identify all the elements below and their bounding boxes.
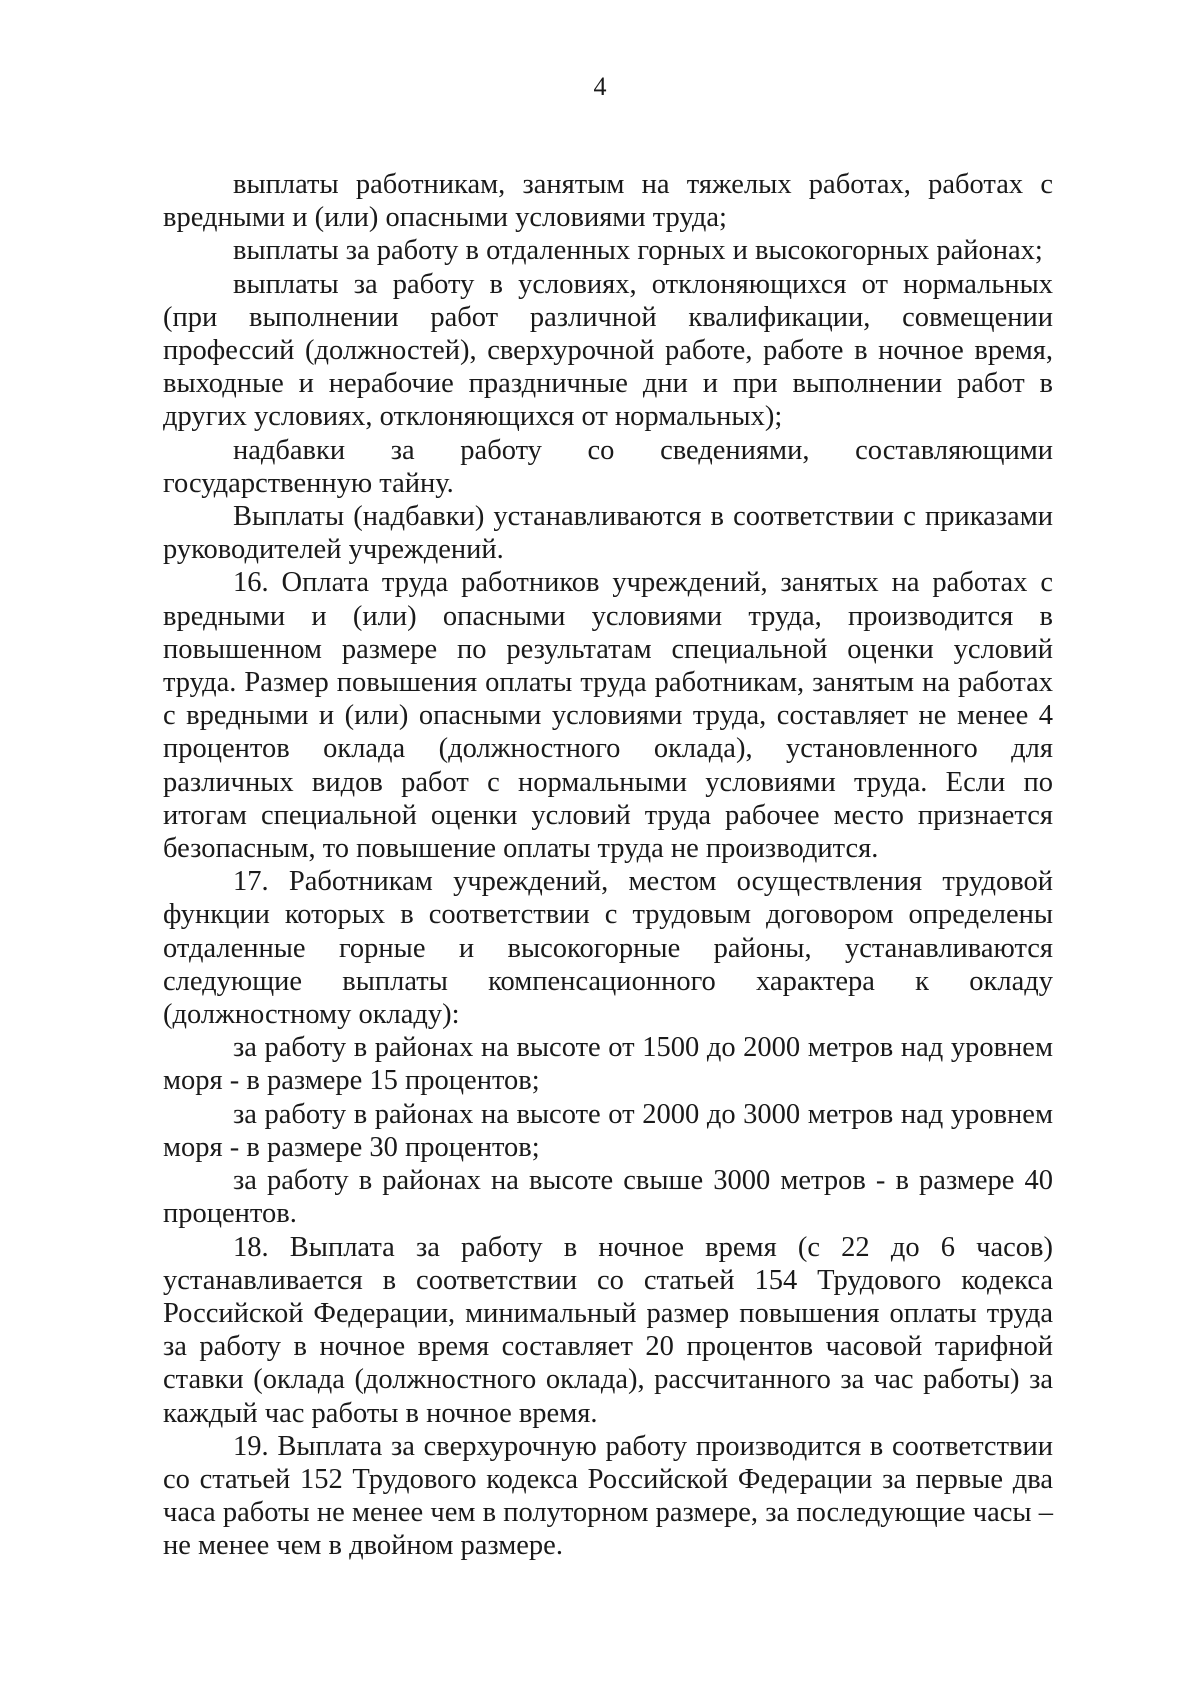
paragraph-item-19: 19. Выплата за сверхурочную работу производится в соответствии со статьей 152 Трудового кодекса Российской Федерации за первые два часа работы не менее чем в полуторном размере, за последующие часы – не менее чем в двойном размере. <box>163 1430 1053 1562</box>
paragraph-abnormal-conditions-payments: выплаты за работу в условиях, отклоняющихся от нормальных (при выполнении работ различной квалификации, совмещении профессий (должностей), сверхурочной работе, работе в ночное время, выходные и нерабочие праздничные дни и при выполнении работ в других условиях, отклоняющихся от нормальных); <box>163 268 1053 433</box>
document-body <box>163 168 1053 1563</box>
paragraph-item-16: 16. Оплата труда работников учреждений, занятых на работах с вредными и (или) опасными условиями труда, производится в повышенном размере по результатам специальной оценки условий труда. Размер повышения оплаты труда работникам, занятым на работах с вредными и (или) опасными условиями труда, составляет не менее 4 процентов оклада (должностного оклада), установленного для различных видов работ с нормальными условиями труда. Если по итогам специальной оценки условий труда рабочее место признается безопасным, то повышение оплаты труда не производится. <box>163 567 1053 865</box>
paragraph-state-secret-allowance: надбавки за работу со сведениями, составляющими государственную тайну. <box>163 434 1053 499</box>
paragraph-altitude-1500-2000: за работу в районах на высоте от 1500 до 2000 метров над уровнем моря - в размере 15 процентов; <box>163 1032 1053 1097</box>
paragraph-altitude-over-3000: за работу в районах на высоте свыше 3000 метров - в размере 40 процентов. <box>163 1165 1053 1230</box>
paragraph-item-18: 18. Выплата за работу в ночное время (с 22 до 6 часов) устанавливается в соответствии со статьей 154 Трудового кодекса Российской Федерации, минимальный размер повышения оплаты труда за работу в ночное время составляет 20 процентов часовой тарифной ставки (оклада (должностного оклада), рассчитанного за час работы) за каждый час работы в ночное время. <box>163 1231 1053 1429</box>
paragraph-hazardous-work-payments: выплаты работникам, занятым на тяжелых работах, работах с вредными и (или) опасными условиями труда; <box>163 169 1053 234</box>
paragraph-mountain-area-payments: выплаты за работу в отдаленных горных и высокогорных районах; <box>233 235 1043 267</box>
paragraph-item-17: 17. Работникам учреждений, местом осуществления трудовой функции которых в соответствии с трудовым договором определены отдаленные горные и высокогорные районы, устанавливаются следующие выплаты компенсационного характера к окладу (должностному окладу): <box>163 866 1053 1031</box>
paragraph-allowance-orders: Выплаты (надбавки) устанавливаются в соответствии с приказами руководителей учреждений. <box>163 501 1053 566</box>
paragraph-altitude-2000-3000: за работу в районах на высоте от 2000 до 3000 метров над уровнем моря - в размере 30 процентов; <box>163 1098 1053 1163</box>
page-number: 4 <box>593 72 607 101</box>
